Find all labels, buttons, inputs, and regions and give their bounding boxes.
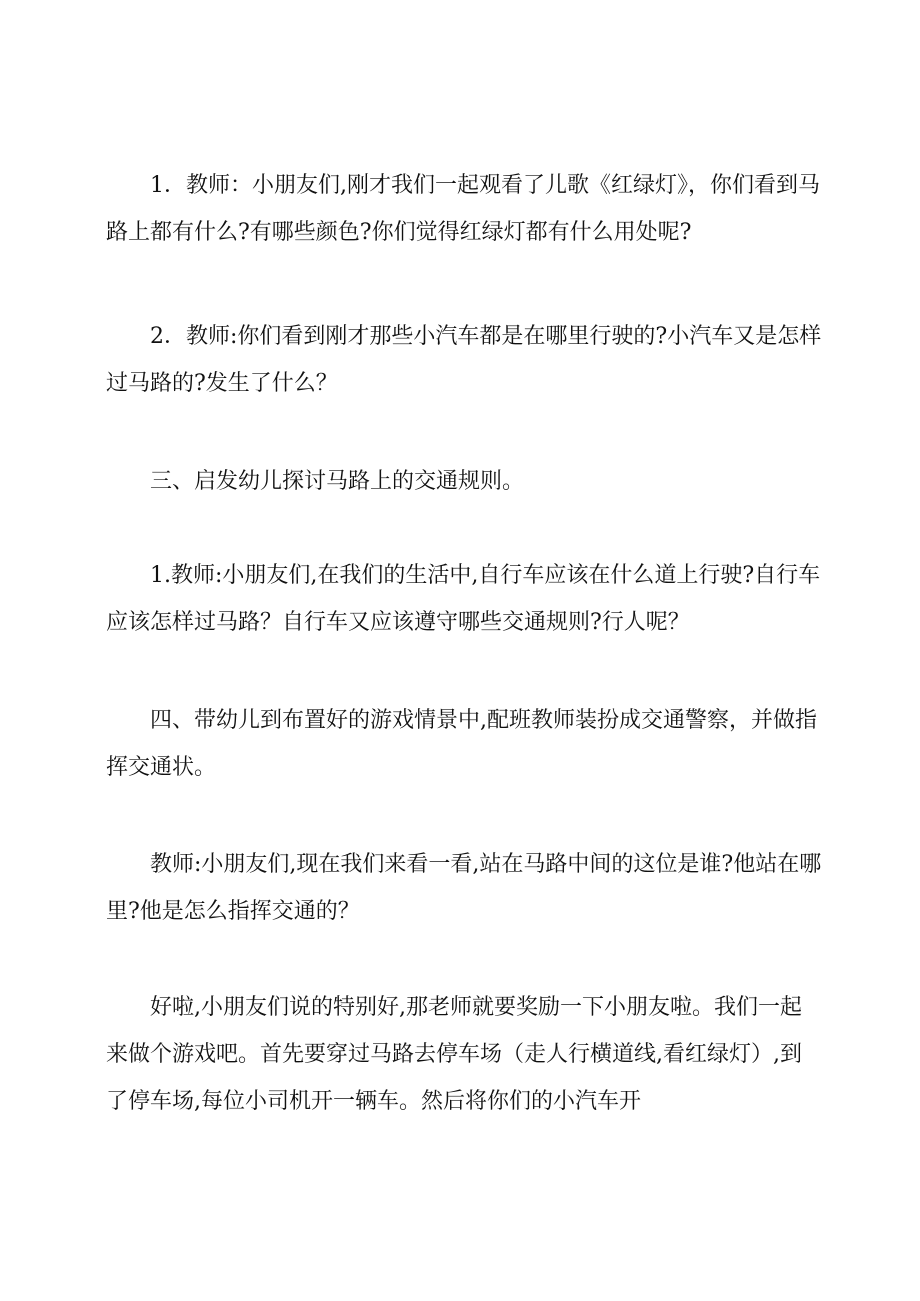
paragraph-7: 好啦,小朋友们说的特别好,那老师就要奖励一下小朋友啦。我们一起来做个游戏吧。首先要穿过马路去停车场（走人行横道线,看红绿灯）,到了停车场,每位小司机开一辆车。然后将你们的小汽车开	[106, 995, 802, 1114]
section-heading-3: 三、启发幼儿探讨马路上的交通规则。	[150, 469, 525, 494]
section-heading-4: 四、带幼儿到布置好的游戏情景中,配班教师装扮成交通警察，并做指挥交通状。	[106, 708, 817, 780]
paragraph-4: 1.教师:小朋友们,在我们的生活中,自行车应该在什么道上行驶?自行车应该怎样过马路？自行车又应该遵守哪些交通规则?行人呢？	[106, 563, 821, 635]
paragraph-1: 1．教师：小朋友们,刚才我们一起观看了儿歌《红绿灯》，你们看到马路上都有什么?有哪些颜色?你们觉得红绿灯都有什么用处呢?	[106, 173, 820, 245]
paragraph-2: 2．教师:你们看到刚才那些小汽车都是在哪里行驶的?小汽车又是怎样过马路的?发生了什么？	[106, 324, 822, 396]
paragraph-6: 教师:小朋友们,现在我们来看一看,站在马路中间的这位是谁?他站在哪里?他是怎么指挥交通的？	[106, 852, 822, 924]
